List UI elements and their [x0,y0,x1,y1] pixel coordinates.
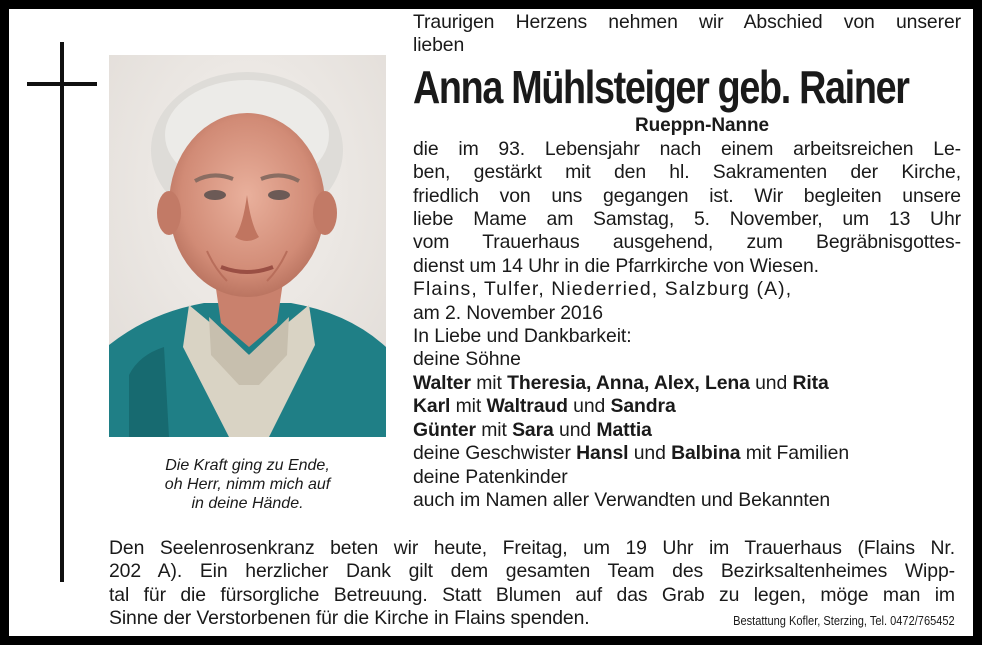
closing-line: In Liebe und Dankbarkeit: [413,325,632,348]
body-line: friedlich von uns gegangen ist. Wir begleiten unsere [413,184,961,207]
family-name: Karl [413,395,451,418]
intro-line: Traurigen Herzens nehmen wir Abschied von unserer [413,11,961,33]
family-line [413,442,961,465]
family-name: Walter [413,371,471,394]
quote-line: oh Herr, nimm mich auf [164,476,331,493]
body-line: ben, gestärkt mit den hl. Sakramenten der Kirche, [413,161,961,184]
cross-icon-bar [27,82,97,86]
family-joiner: und [553,418,597,441]
body-line: liebe Mame am Samstag, 5. November, um 13 Uhr [413,208,961,231]
bottom-line: Sinne der Verstorbenen für die Kirche in Flains spenden. [109,607,590,630]
main-text [413,11,961,512]
family-name: Waltraud [486,395,568,418]
date-line: am 2. November 2016 [413,301,603,324]
bottom-line-final [109,607,955,630]
quote [109,456,386,513]
bottom-text [109,537,955,631]
family-line [413,372,961,395]
nickname: Rueppn-Nanne [635,114,769,136]
quote-line: in deine Hände. [191,495,304,512]
deceased-name: Anna Mühlsteiger geb. Rainer [413,60,909,113]
family-name: Sara [512,418,554,441]
family-joiner: und [749,371,793,394]
family-joiner: mit [450,395,487,418]
relatives-line: auch im Namen aller Verwandten und Bekannten [413,488,831,511]
obituary-card [9,9,973,636]
bottom-line: 202 A). Ein herzlicher Dank gilt dem gesamten Team des Bezirksaltenheimes Wipp- [109,560,955,583]
intro-line: lieben [413,34,465,57]
family-joiner: und [567,395,611,418]
funeral-home-credit: Bestattung Kofler, Sterzing, Tel. 0472/765452 [733,612,955,628]
family-name: Hansl [576,442,629,465]
family-joiner: deine Geschwister [413,442,577,465]
body-line: dienst um 14 Uhr in die Pfarrkirche von Wiesen. [413,254,819,277]
family-line [413,395,961,418]
body-line: die im 93. Lebensjahr nach einem arbeitsreichen Le- [413,137,961,160]
portrait-photo [109,55,386,437]
bottom-line: Den Seelenrosenkranz beten wir heute, Freitag, um 19 Uhr im Trauerhaus (Flains Nr. [109,537,955,559]
body-line: vom Trauerhaus ausgehend, zum Begräbnisgottes- [413,231,961,254]
quote-line: Die Kraft ging zu Ende, [165,457,330,474]
sons-label: deine Söhne [413,348,521,371]
family-joiner: mit Familien [740,442,850,465]
bottom-line: tal für die fürsorgliche Betreuung. Statt Blumen auf das Grab zu legen, möge man im [109,583,955,606]
places-line: Flains, Tulfer, Niederried, Salzburg (A), [413,278,793,301]
godchildren-line: deine Patenkinder [413,465,568,488]
family-name: Sandra [610,395,676,418]
family-name: Rita [792,371,829,394]
family-name: Balbina [671,442,741,465]
family-name: Günter [413,418,476,441]
family-joiner: mit [475,418,513,441]
family-line [413,419,961,442]
family-joiner: mit [470,371,508,394]
family-name: Theresia, Anna, Alex, Lena [507,371,750,394]
family-joiner: und [628,442,672,465]
cross-icon [60,42,64,582]
family-name: Mattia [596,418,652,441]
